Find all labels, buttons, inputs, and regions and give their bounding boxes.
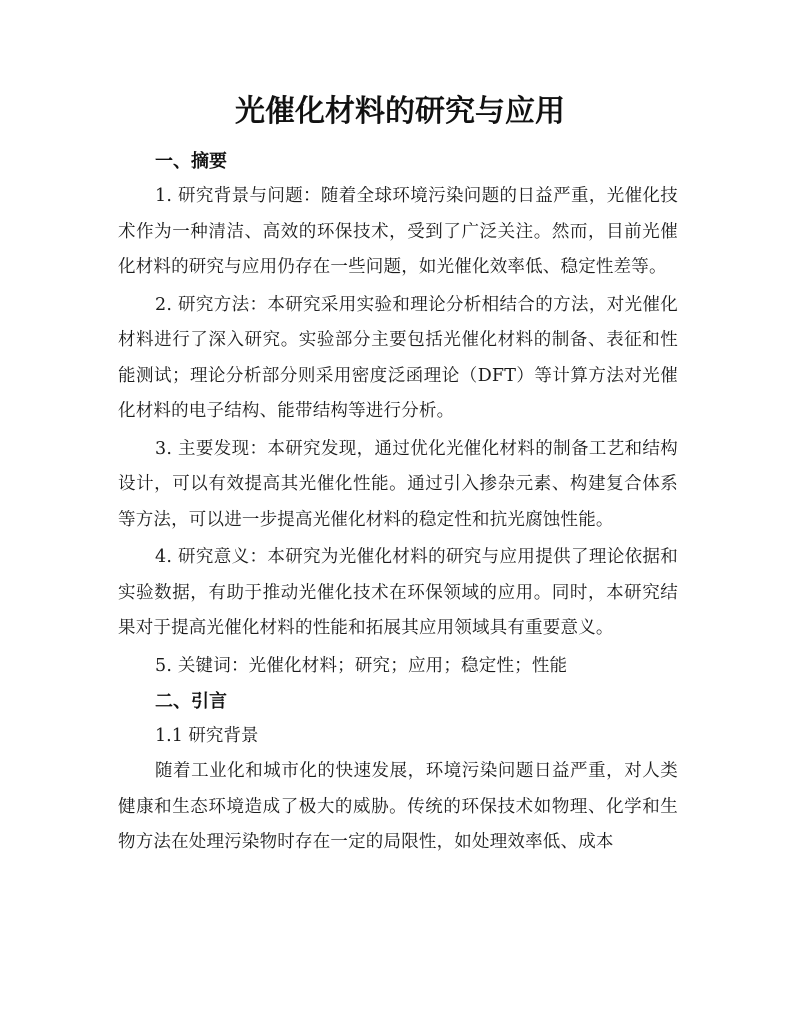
abstract-item-background: 1. 研究背景与问题：随着全球环境污染问题的日益严重，光催化技术作为一种清洁、高效的环保技术，受到了广泛关注。然而，目前光催化材料的研究与应用仍存在一些问题，如光催化效率低、稳定性差等。 <box>118 186 678 277</box>
section-heading-introduction: 二、引言 <box>155 691 227 712</box>
abstract-item-method: 2. 研究方法：本研究采用实验和理论分析相结合的方法，对光催化材料进行了深入研究。实验部分主要包括光催化材料的制备、表征和性能测试；理论分析部分则采用密度泛函理论（DFT）等计算方法对光催化材料的电子结构、能带结构等进行分析。 <box>118 294 678 421</box>
document-title: 光催化材料的研究与应用 <box>235 94 565 129</box>
abstract-item-keywords: 5. 关键词：光催化材料；研究；应用；稳定性；性能 <box>155 655 568 676</box>
abstract-item-significance: 4. 研究意义：本研究为光催化材料的研究与应用提供了理论依据和实验数据，有助于推动光催化技术在环保领域的应用。同时，本研究结果对于提高光催化材料的性能和拓展其应用领域具有重要意义。 <box>118 547 678 638</box>
abstract-item-findings: 3. 主要发现：本研究发现，通过优化光催化材料的制备工艺和结构设计，可以有效提高其光催化性能。通过引入掺杂元素、构建复合体系等方法，可以进一步提高光催化材料的稳定性和抗光腐蚀性能。 <box>118 438 678 530</box>
intro-paragraph: 随着工业化和城市化的快速发展，环境污染问题日益严重，对人类健康和生态环境造成了极大的威胁。传统的环保技术如物理、化学和生物方法在处理污染物时存在一定的局限性，如处理效率低、成本 <box>118 761 678 852</box>
document-body <box>118 144 678 861</box>
subsection-heading-background: 1.1 研究背景 <box>155 726 259 746</box>
section-heading-abstract: 一、摘要 <box>155 151 227 172</box>
